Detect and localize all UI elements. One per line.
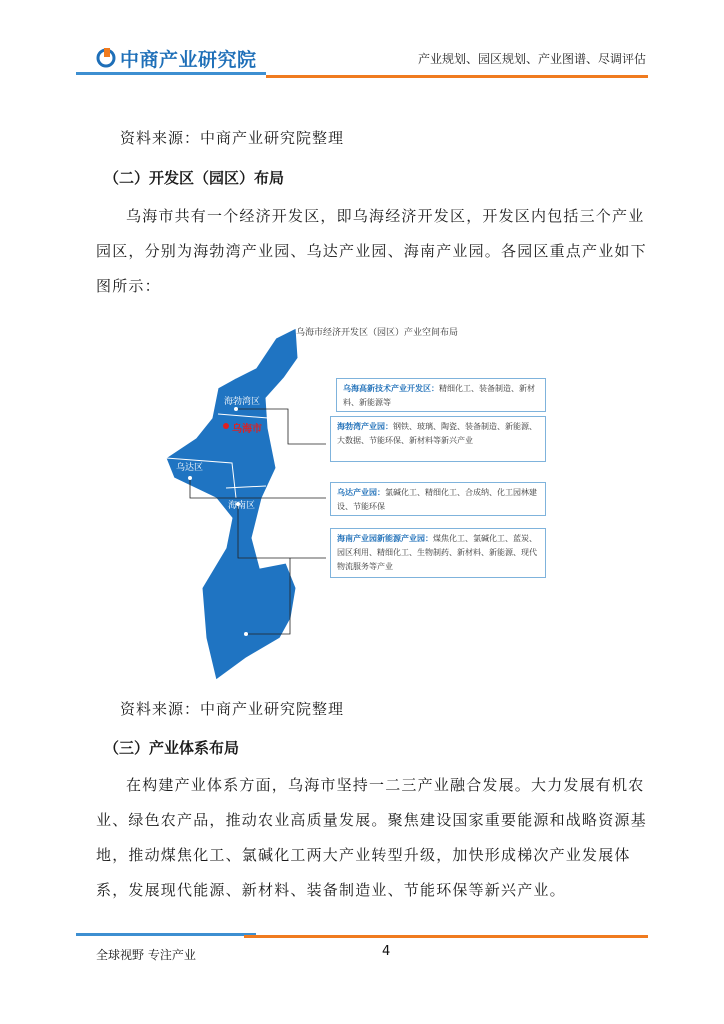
region-label-hainan: 海南区 <box>228 501 256 511</box>
map-point-haibowan <box>234 407 238 411</box>
header-divider-orange <box>266 75 648 78</box>
section-heading: （二）开发区（园区）布局 <box>104 169 285 187</box>
region-label-wuda: 乌达区 <box>176 463 204 473</box>
page-number: 4 <box>382 944 391 959</box>
info-box-title: 乌海高新技术产业开发区： <box>343 384 439 393</box>
info-box-text: 钢铁、玻璃、陶瓷、装备制造、新能源、大数据、节能环保、新材料等新兴产业 <box>337 422 537 445</box>
city-marker-icon <box>223 423 229 429</box>
paragraph: 乌海市共有一个经济开发区，即乌海经济开发区，开发区内包括三个产业园区，分别为海勃湾产业园、乌达产业园、海南产业园。各园区重点产业如下图所示： <box>96 207 647 295</box>
region-label-haibowan: 海勃湾区 <box>224 397 261 407</box>
info-box-haibowan <box>330 416 546 462</box>
info-box-title: 乌达产业园： <box>337 488 385 497</box>
footer-divider-blue <box>76 933 256 936</box>
source-note: 资料来源：中商产业研究院整理 <box>120 129 345 147</box>
footer-divider-orange <box>244 935 648 938</box>
map-title: 乌海市经济开发区（园区）产业空间布局 <box>296 328 459 338</box>
info-box-text: 精细化工、装备制造、新材料、新能源等 <box>343 384 535 407</box>
map-point-wuda <box>188 476 192 480</box>
source-note: 资料来源：中商产业研究院整理 <box>120 700 345 718</box>
info-box-title: 海南产业园新能源产业园： <box>337 534 433 543</box>
info-box-hainan <box>330 528 546 578</box>
info-box-hightech <box>336 378 546 412</box>
logo <box>96 44 257 72</box>
paragraph: 在构建产业体系方面，乌海市坚持一二三产业融合发展。大力发展有机农业、绿色农产品，推动农业高质量发展。聚焦建设国家重要能源和战略资源基地，推动煤焦化工、氯碱化工两大产业转型升级，加快形成梯次产业发展体系，发展现代能源、新材料、装备制造业、节能环保等新兴产业。 <box>96 776 647 899</box>
info-box-wuda <box>330 482 546 516</box>
info-box-text: 氯碱化工、精细化工、合成纳、化工园林建设、节能环保 <box>337 488 537 511</box>
park-layout-map <box>156 318 556 690</box>
info-box-title: 海勃湾产业园： <box>337 422 393 431</box>
footer-slogan: 全球视野 专注产业 <box>96 948 196 962</box>
header-tagline: 产业规划、园区规划、产业图谱、尽调评估 <box>417 52 646 66</box>
city-label: 乌海市 <box>232 424 262 435</box>
info-box-text: 煤焦化工、氯碱化工、蓝炭、园区利用、精细化工、生物制药、新材料、新能源、现代物流服务等产业 <box>337 534 537 571</box>
logo-icon <box>96 48 116 68</box>
header-divider-blue <box>76 72 266 75</box>
logo-text: 中商产业研究院 <box>120 48 257 71</box>
section-heading: （三）产业体系布局 <box>104 739 240 757</box>
map-point-hainan-south <box>244 632 248 636</box>
